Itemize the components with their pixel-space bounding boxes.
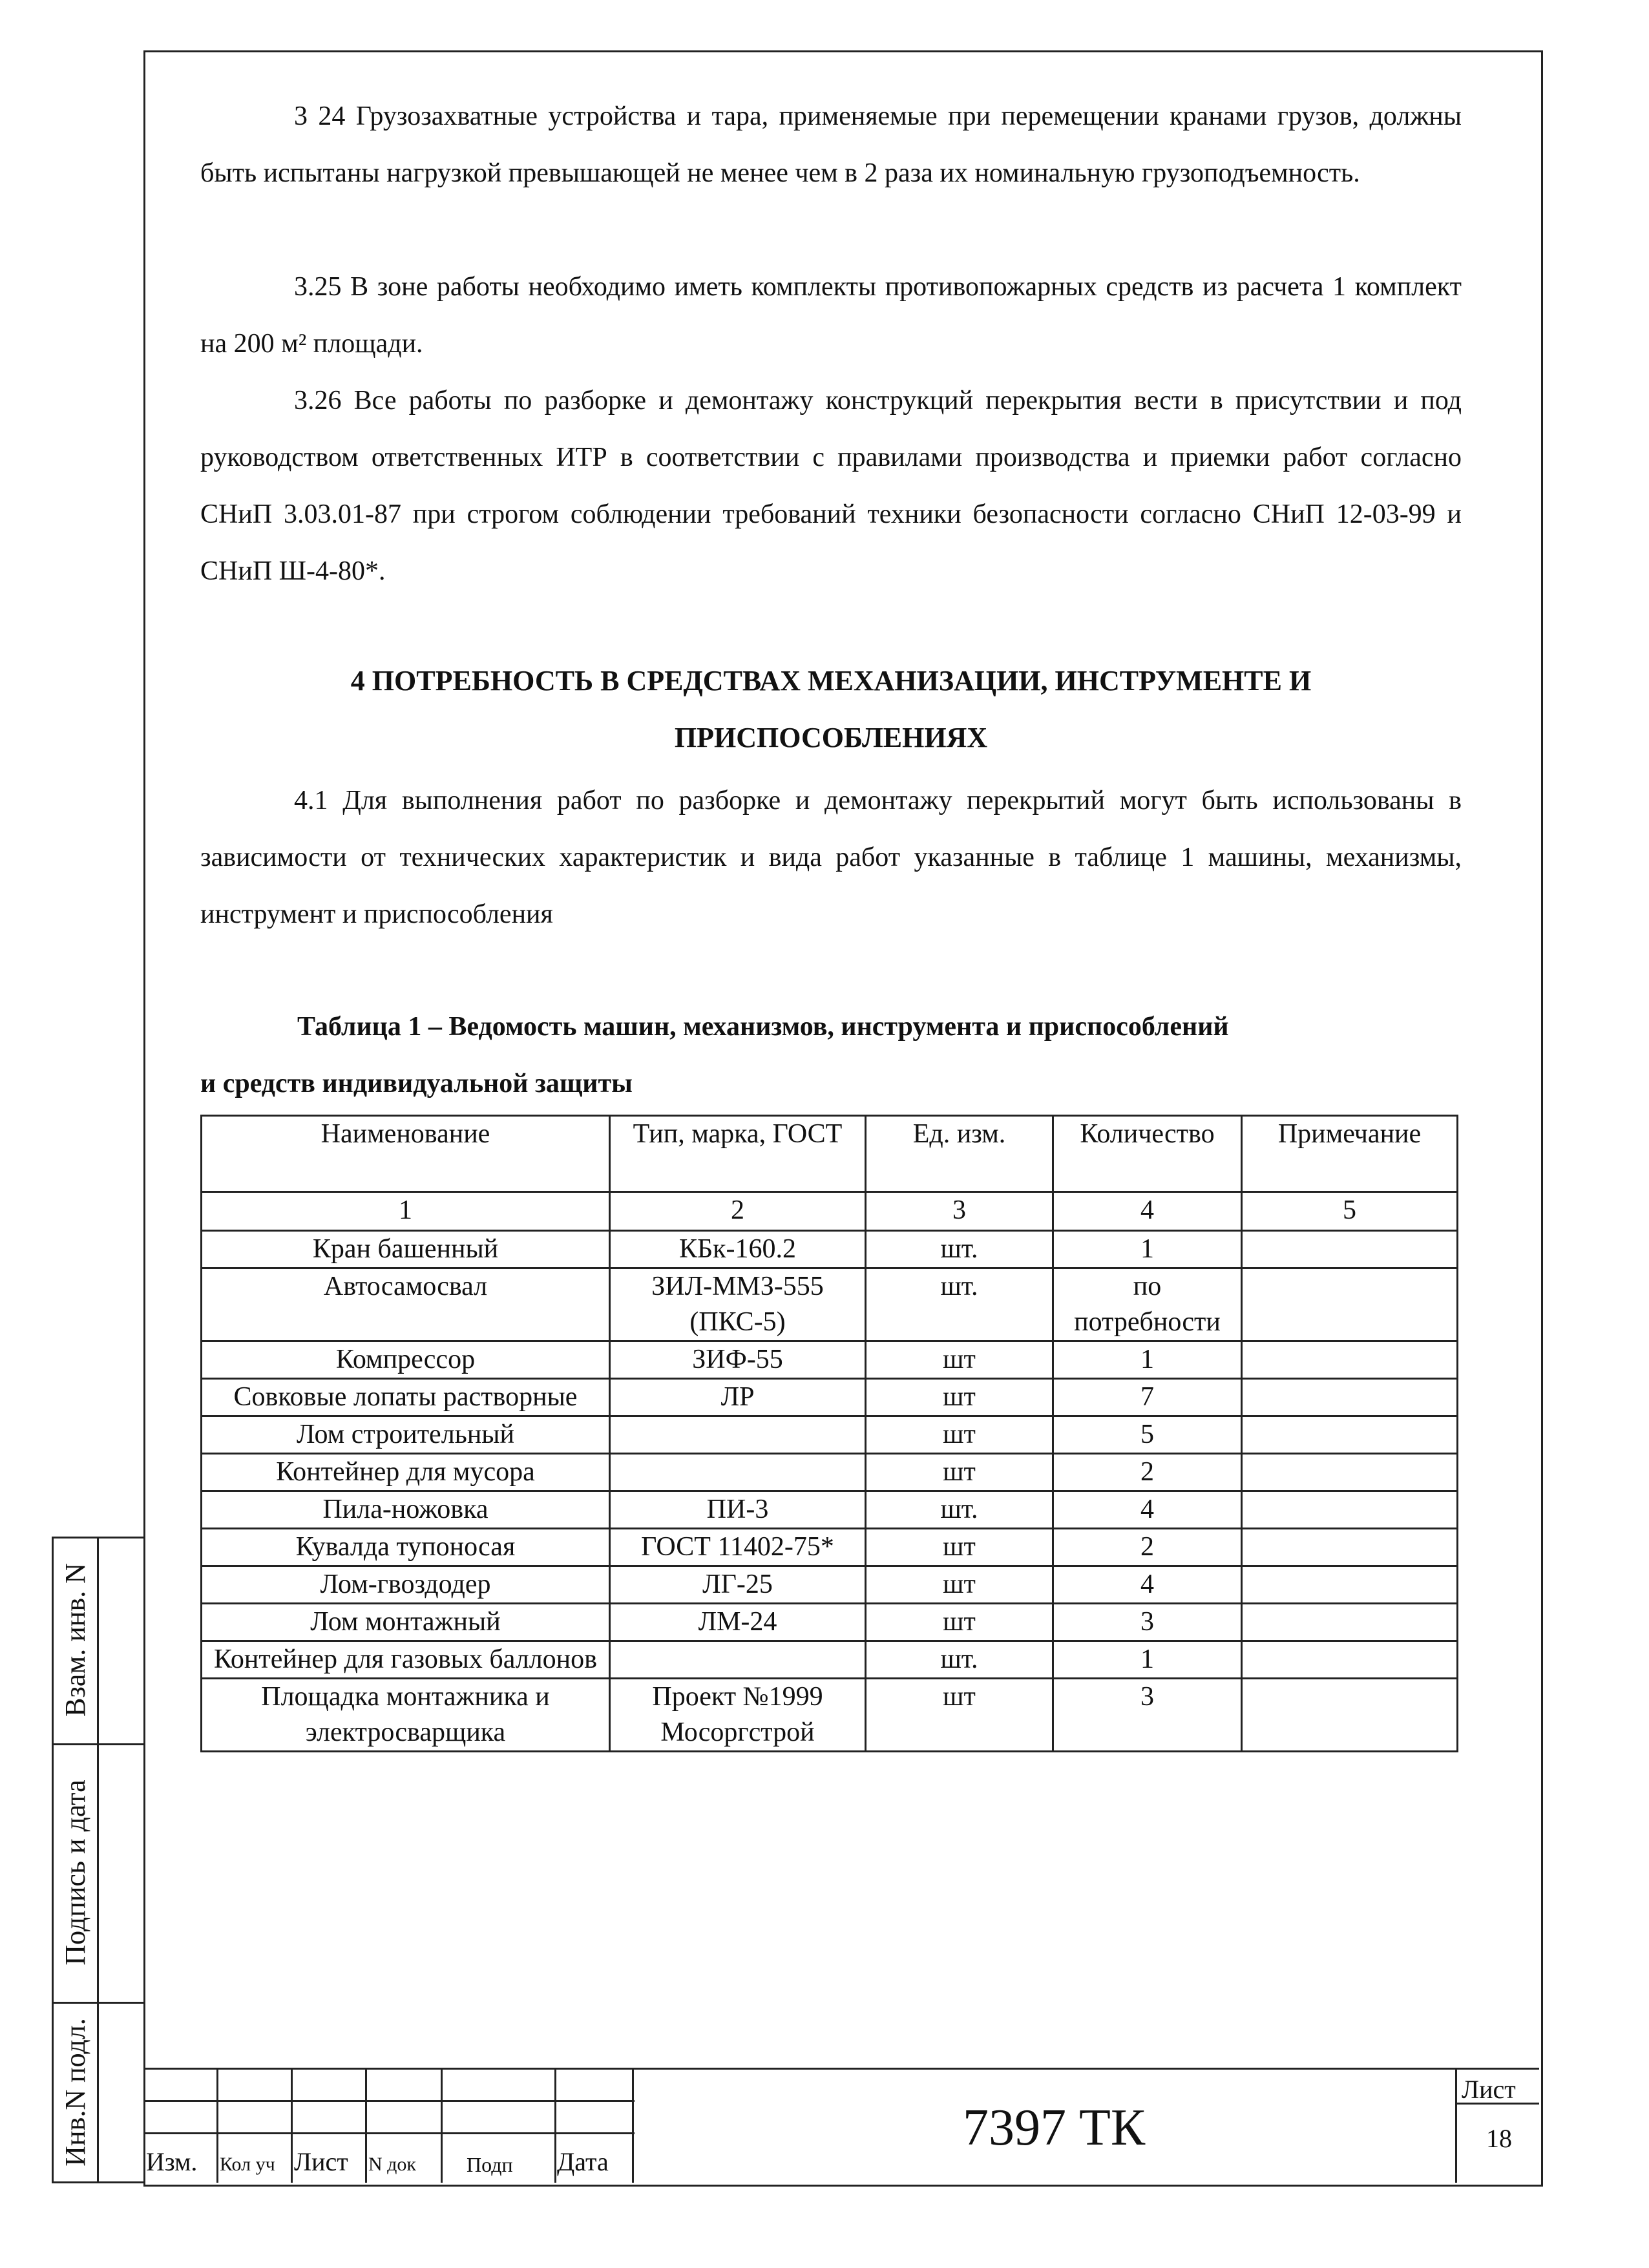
table-number-cell: 5: [1242, 1192, 1458, 1231]
side-stamp-inv-podl: Инв.N подл.: [59, 2018, 91, 2167]
table-row: [202, 1641, 1458, 1679]
table-cell: Кран башенный: [202, 1231, 610, 1268]
table-cell: шт: [866, 1566, 1053, 1604]
table-row: [202, 1566, 1458, 1604]
table-cell: [1242, 1341, 1458, 1379]
table-cell: Лом-гвоздодер: [202, 1566, 610, 1604]
table-number-row: [202, 1192, 1458, 1231]
table-cell: [1242, 1416, 1458, 1454]
side-stamp-podpis-data: Подпись и дата: [59, 1780, 91, 1966]
table-cell: ЗИФ-55: [610, 1341, 866, 1379]
table-cell: КБк-160.2: [610, 1231, 866, 1268]
table-row: [202, 1231, 1458, 1268]
title-block-col-n-dok: N док: [368, 2154, 417, 2175]
title-block-col-podp: Подп: [467, 2153, 513, 2176]
sheet-label: Лист: [1462, 2075, 1516, 2104]
table-cell: 3: [1053, 1679, 1242, 1752]
table-cell: 2: [1053, 1529, 1242, 1566]
table-cell: [1242, 1454, 1458, 1491]
title-block-col-izm: Изм.: [146, 2147, 198, 2176]
title-block-line: [1455, 2068, 1457, 2183]
table-cell: Пила-ножовка: [202, 1491, 610, 1529]
table-cell: по потребности: [1053, 1268, 1242, 1341]
table-header-cell: Ед. изм.: [866, 1116, 1053, 1192]
equipment-table: [200, 1115, 1458, 1752]
table-header-cell: Наименование: [202, 1116, 610, 1192]
table-row: [202, 1529, 1458, 1566]
table-row: [202, 1416, 1458, 1454]
table-cell: 7: [1053, 1379, 1242, 1416]
table-number-cell: 1: [202, 1192, 610, 1231]
table-cell: шт.: [866, 1491, 1053, 1529]
table-cell: ГОСТ 11402-75*: [610, 1529, 866, 1566]
title-block-line: [216, 2068, 218, 2183]
table-cell: ПИ-3: [610, 1491, 866, 1529]
table-header-cell: Количество: [1053, 1116, 1242, 1192]
table-cell: 4: [1053, 1566, 1242, 1604]
table-cell: ЛГ-25: [610, 1566, 866, 1604]
table-row: [202, 1679, 1458, 1752]
table-caption-line2: и средств индивидуальной защиты: [200, 1069, 633, 1098]
title-block-line: [441, 2068, 443, 2183]
table-cell: шт: [866, 1454, 1053, 1491]
table-cell: [1242, 1566, 1458, 1604]
table-cell: 2: [1053, 1454, 1242, 1491]
title-block-line: [632, 2068, 1539, 2070]
table-cell: шт.: [866, 1641, 1053, 1679]
table-caption: [200, 998, 1462, 1112]
table-row: [202, 1379, 1458, 1416]
table-cell: [1242, 1231, 1458, 1268]
table-cell: Кувалда тупоносая: [202, 1529, 610, 1566]
title-block-col-data: Дата: [557, 2147, 609, 2176]
table-header-cell: Тип, марка, ГОСТ: [610, 1116, 866, 1192]
table-row: [202, 1341, 1458, 1379]
table-cell: Автосамосвал: [202, 1268, 610, 1341]
table-cell: ЛР: [610, 1379, 866, 1416]
table-row: [202, 1604, 1458, 1641]
title-block-col-list: Лист: [294, 2147, 348, 2176]
table-cell: шт: [866, 1529, 1053, 1566]
table-cell: Лом строительный: [202, 1416, 610, 1454]
paragraph-3-25-text: 3.25 В зоне работы необходимо иметь комплекты противопожарных средств из расчета 1 комплект на 200 м² площади.: [200, 272, 1462, 359]
table-cell: Площадка монтажника и электросварщика: [202, 1679, 610, 1752]
table-cell: 1: [1053, 1341, 1242, 1379]
section-heading-line1: 4 ПОТРЕБНОСТЬ В СРЕДСТВАХ МЕХАНИЗАЦИИ, ИНСТРУМЕНТЕ И: [350, 665, 1312, 697]
table-cell: [1242, 1529, 1458, 1566]
table-cell: [610, 1641, 866, 1679]
table-cell: Проект №1999 Мосоргстрой: [610, 1679, 866, 1752]
table-row: [202, 1454, 1458, 1491]
table-cell: шт.: [866, 1231, 1053, 1268]
table-cell: Совковые лопаты растворные: [202, 1379, 610, 1416]
table-number-cell: 4: [1053, 1192, 1242, 1231]
title-block-col-kol-uch: Кол уч: [220, 2154, 275, 2175]
table-cell: [610, 1416, 866, 1454]
table-cell: [610, 1454, 866, 1491]
table-cell: [1242, 1268, 1458, 1341]
table-cell: шт: [866, 1379, 1053, 1416]
table-cell: [1242, 1679, 1458, 1752]
table-cell: [1242, 1604, 1458, 1641]
paragraph-3-24: 3 24 Грузозахватные устройства и тара, применяемые при перемещении кранами грузов, должны быть испытаны нагрузкой превышающей не менее чем в 2 раза их номинальную грузоподъемность.: [200, 101, 1462, 188]
table-caption-line1: Таблица 1 – Ведомость машин, механизмов, инструмента и приспособлений: [297, 1012, 1229, 1042]
section-heading: [194, 653, 1468, 766]
table-cell: 5: [1053, 1416, 1242, 1454]
table-cell: [1242, 1379, 1458, 1416]
title-block-line: [632, 2068, 634, 2183]
paragraph-3-26: 3.26 Все работы по разборке и демонтажу конструкций перекрытия вести в присутствии и под руководством ответственных ИТР в соответствии с правилами производства и приемки работ согласно СНиП 3.03.01-87 при строгом соблюдении требований техники безопасности согласно СНиП 12-03-99 и СНиП Ш-4-80*.: [200, 386, 1462, 586]
title-block-line: [554, 2068, 556, 2183]
paragraph-3-25: [200, 258, 1462, 372]
table-header-cell: Примечание: [1242, 1116, 1458, 1192]
side-stamp-line: [97, 1537, 99, 2183]
table-cell: шт.: [866, 1268, 1053, 1341]
table-cell: Компрессор: [202, 1341, 610, 1379]
table-cell: ЗИЛ-ММЗ-555 (ПКС-5): [610, 1268, 866, 1341]
side-stamp-line: [52, 1537, 54, 2183]
table-cell: Контейнер для мусора: [202, 1454, 610, 1491]
document-code: 7397 ТК: [963, 2099, 1146, 2156]
table-cell: [1242, 1641, 1458, 1679]
table-cell: ЛМ-24: [610, 1604, 866, 1641]
table-cell: Лом монтажный: [202, 1604, 610, 1641]
table-row: [202, 1491, 1458, 1529]
table-row: [202, 1268, 1458, 1341]
table-cell: шт: [866, 1679, 1053, 1752]
table-cell: 1: [1053, 1231, 1242, 1268]
table-cell: шт: [866, 1416, 1053, 1454]
section-heading-line2: ПРИСПОСОБЛЕНИЯХ: [674, 722, 988, 753]
table-cell: шт: [866, 1604, 1053, 1641]
table-cell: 3: [1053, 1604, 1242, 1641]
title-block-line: [291, 2068, 293, 2183]
sheet-number: 18: [1486, 2124, 1512, 2153]
table-cell: [1242, 1491, 1458, 1529]
table-cell: 1: [1053, 1641, 1242, 1679]
paragraph-4-1: 4.1 Для выполнения работ по разборке и демонтажу перекрытий могут быть использованы в зависимости от технических характеристик и вида работ указанные в таблице 1 машины, механизмы, инструмент и приспособления: [200, 786, 1462, 929]
side-stamp-vzam-inv: Взам. инв. N: [59, 1563, 91, 1717]
table-cell: шт: [866, 1341, 1053, 1379]
table-cell: Контейнер для газовых баллонов: [202, 1641, 610, 1679]
title-block-line: [365, 2068, 367, 2183]
table-number-cell: 3: [866, 1192, 1053, 1231]
table-cell: 4: [1053, 1491, 1242, 1529]
table-number-cell: 2: [610, 1192, 866, 1231]
table-header-row: [202, 1116, 1458, 1192]
